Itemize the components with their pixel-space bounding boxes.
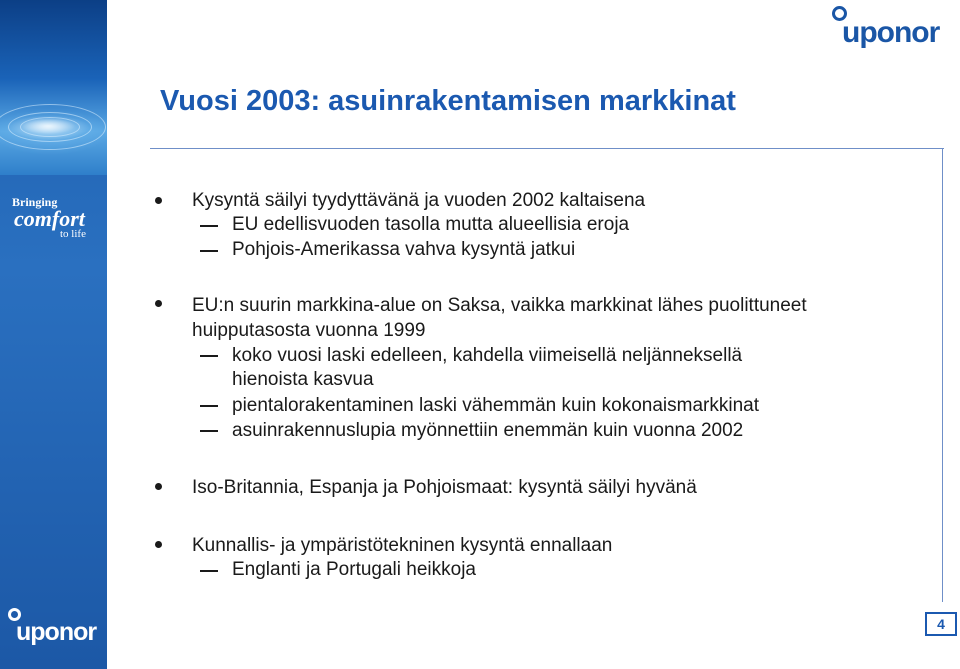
bullet-text: Kunnallis- ja ympäristötekninen kysyntä ennallaan [192,535,613,556]
dash-marker [200,225,218,227]
logo-word: uponor [842,16,940,49]
sub-bullet-text: Englanti ja Portugali heikkoja [232,559,476,580]
sub-bullet-text: pientalorakentaminen laski vähemmän kuin kokonaismarkkinat [232,395,759,416]
bullet-text-continued: huipputasosta vuonna 1999 [192,320,426,341]
bullet-text: EU:n suurin markkina-alue on Saksa, vaikka markkinat lähes puolittuneet [192,295,807,316]
tagline-line-3: to life [60,228,86,240]
dash-marker [200,250,218,252]
dash-marker [200,570,218,572]
dash-marker [200,430,218,432]
sub-bullet-text: Pohjois-Amerikassa vahva kysyntä jatkui [232,239,576,260]
bullet-text: Iso-Britannia, Espanja ja Pohjoismaat: kysyntä säilyi hyvänä [192,477,697,498]
sub-bullet-text: asuinrakennuslupia myönnettiin enemmän kuin vuonna 2002 [232,420,744,441]
bullet-dot [155,483,162,490]
bullet-dot [155,300,162,307]
dash-marker [200,355,218,357]
sub-bullet-text: koko vuosi laski edelleen, kahdella viimeisellä neljänneksellä [232,345,743,366]
tagline-line-2: comfort [14,206,85,231]
bullet-dot [155,197,162,204]
bullet-dot [155,541,162,548]
bullet-text: Kysyntä säilyi tyydyttävänä ja vuoden 2002 kaltaisena [192,190,646,211]
sub-bullet-text-continued: hienoista kasvua [232,369,374,390]
sub-bullet-text: EU edellisvuoden tasolla mutta alueellisia eroja [232,214,630,235]
logo-word: uponor [16,618,97,646]
tagline-line-1: Bringing [12,195,58,209]
dash-marker [200,405,218,407]
page-number: 4 [925,612,957,636]
slide-title: Vuosi 2003: asuinrakentamisen markkinat [160,85,736,117]
